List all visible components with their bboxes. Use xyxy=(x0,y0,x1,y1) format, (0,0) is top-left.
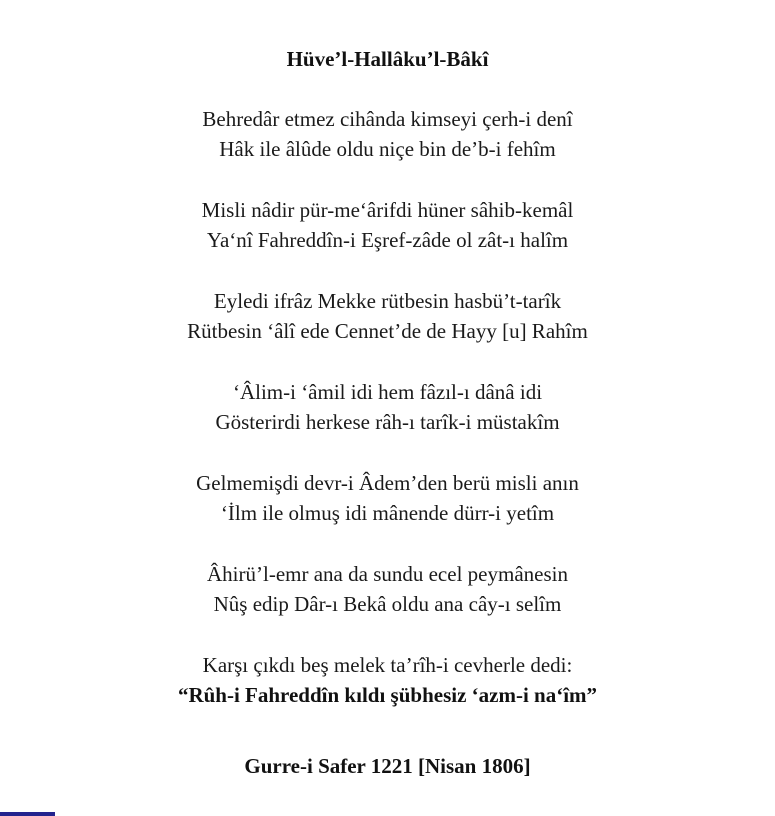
scrollbar-fragment[interactable] xyxy=(0,812,55,816)
poem-line: Nûş edip Dâr-ı Bekâ oldu ana cây-ı selîm xyxy=(213,592,562,616)
couplet-5 xyxy=(0,468,775,528)
couplet-2 xyxy=(0,195,775,255)
poem-line: Hâk ile âlûde oldu niçe bin de’b-i fehîm xyxy=(219,137,556,161)
poem-line: Behredâr etmez cihânda kimseyi çerh-i denî xyxy=(202,107,573,131)
poem-date: Gurre-i Safer 1221 [Nisan 1806] xyxy=(244,754,531,778)
couplet-3 xyxy=(0,286,775,346)
poem-line: Rütbesin ‘âlî ede Cennet’de de Hayy [u] Rahîm xyxy=(187,319,588,343)
poem-line: ‘İlm ile olmuş idi mânende dürr-i yetîm xyxy=(220,501,555,525)
poem-line: Misli nâdir pür-me‘ârifdi hüner sâhib-kemâl xyxy=(201,198,574,222)
poem-line: Eyledi ifrâz Mekke rütbesin hasbü’t-tarîk xyxy=(213,289,562,313)
poem-title: Hüve’l-Hallâku’l-Bâkî xyxy=(286,47,489,71)
poem-line: Gösterirdi herkese râh-ı tarîk-i müstakîm xyxy=(215,410,560,434)
couplet-6 xyxy=(0,559,775,619)
poem-line: Gelmemişdi devr-i Âdem’den berü misli anın xyxy=(196,471,579,495)
couplet-1 xyxy=(0,104,775,164)
couplet-7 xyxy=(0,650,775,710)
poem-line: Karşı çıkdı beş melek ta’rîh-i cevherle dedi: xyxy=(202,653,573,677)
couplet-4 xyxy=(0,377,775,437)
poem-line: Âhirü’l-emr ana da sundu ecel peymânesin xyxy=(207,562,568,586)
chronogram-line: “Rûh-i Fahreddîn kıldı şübhesiz ‘azm-i na‘îm” xyxy=(177,683,598,707)
poem-line: Ya‘nî Fahreddîn-i Eşref-zâde ol zât-ı halîm xyxy=(206,228,569,252)
poem-line: ‘Âlim-i ‘âmil idi hem fâzıl-ı dânâ idi xyxy=(232,380,543,404)
